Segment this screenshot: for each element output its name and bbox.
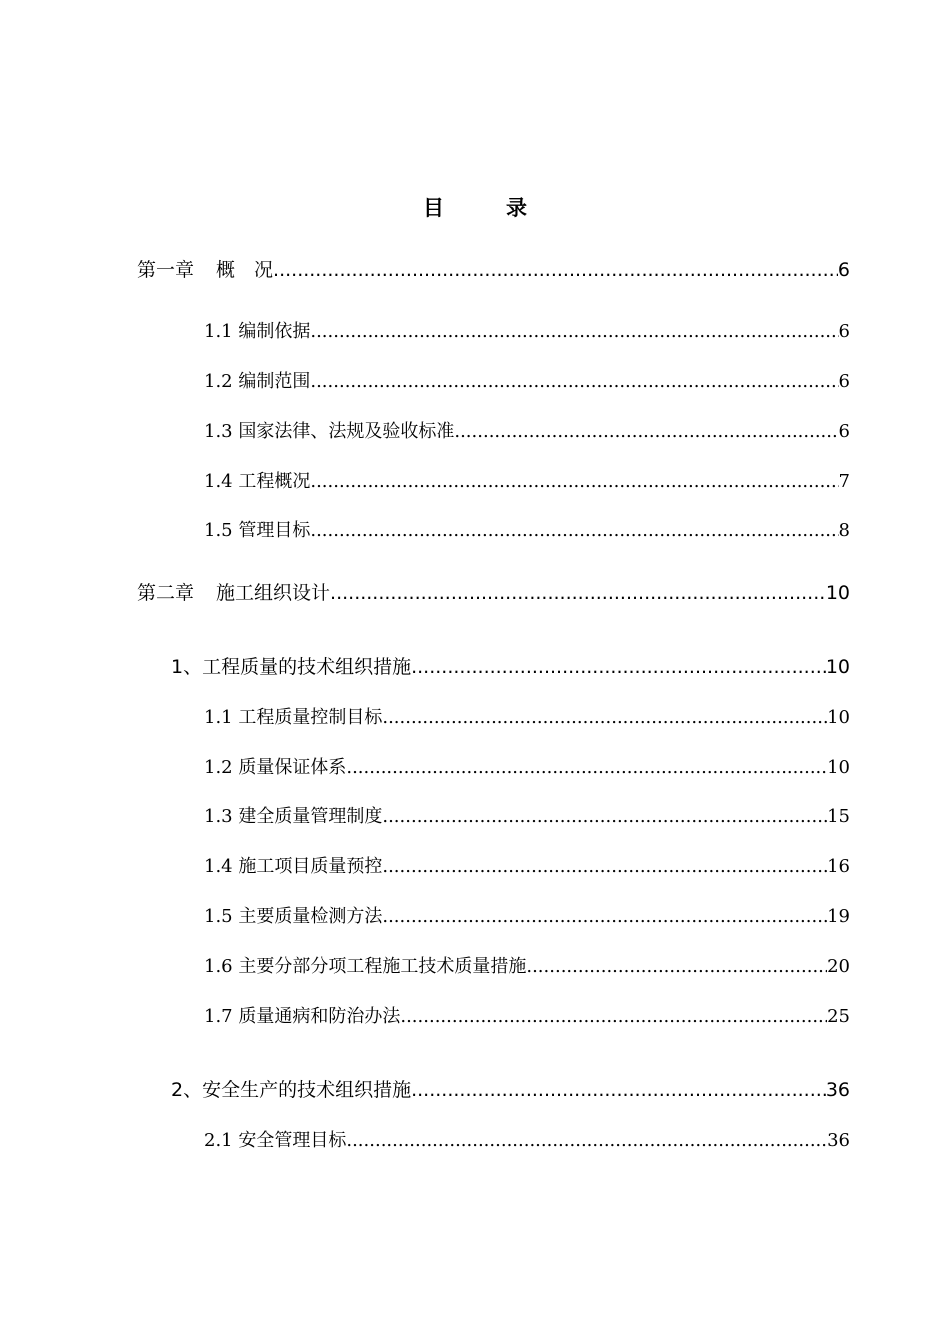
chapter-prefix: 第二章 [137, 582, 195, 604]
entry-title: 1.3 建全质量管理制度 [204, 806, 383, 827]
page-number: 19 [827, 906, 850, 927]
page-number: 10 [827, 757, 850, 778]
toc-entry-1-1[interactable] [204, 317, 850, 347]
toc-entry-chapter-1[interactable] [137, 255, 850, 285]
page-number: 36 [825, 1079, 850, 1101]
chapter-prefix: 第一章 [137, 259, 195, 281]
toc-entry-section-1[interactable] [171, 652, 850, 682]
page-number: 15 [827, 806, 850, 827]
page-number: 20 [827, 956, 850, 977]
entry-title: 2.1 安全管理目标 [204, 1130, 347, 1151]
dot-leader [454, 417, 838, 447]
page-number: 10 [827, 707, 850, 728]
toc-entry-section-2[interactable] [171, 1075, 850, 1105]
toc-entry-1-3[interactable] [204, 417, 850, 447]
toc-entry-s1-7[interactable] [204, 1002, 850, 1032]
toc-entry-chapter-2[interactable] [137, 578, 850, 608]
toc-entry-s1-2[interactable] [204, 753, 850, 783]
toc-entry-s1-1[interactable] [204, 703, 850, 733]
entry-title: 1.1 编制依据 [204, 321, 311, 342]
toc-entry-1-4[interactable] [204, 467, 850, 497]
toc-title [0, 193, 950, 223]
dot-leader [382, 852, 827, 882]
dot-leader [310, 516, 838, 546]
entry-title: 1.4 施工项目质量预控 [204, 856, 383, 877]
page-number: 6 [838, 321, 850, 342]
entry-title: 1.1 工程质量控制目标 [204, 707, 383, 728]
toc-entry-s2-1[interactable] [204, 1126, 850, 1156]
dot-leader [411, 652, 826, 682]
entry-title: 1.2 质量保证体系 [204, 757, 347, 778]
dot-leader [310, 367, 838, 397]
entry-title: 1.5 管理目标 [204, 520, 311, 541]
entry-title: 1.6 主要分部分项工程施工技术质量措施 [204, 956, 527, 977]
toc-entry-s1-4[interactable] [204, 852, 850, 882]
entry-title: 1.7 质量通病和防治办法 [204, 1006, 401, 1027]
page-number: 6 [837, 259, 850, 281]
toc-entry-1-5[interactable] [204, 516, 850, 546]
dot-leader [411, 1075, 826, 1105]
toc-title-char-2: 录 [506, 196, 527, 220]
page-number: 8 [838, 520, 850, 541]
dot-leader [526, 952, 827, 982]
dot-leader [273, 255, 838, 285]
entry-title: 1.5 主要质量检测方法 [204, 906, 383, 927]
dot-leader [346, 753, 827, 783]
dot-leader [346, 1126, 827, 1156]
toc-title-char-1: 目 [423, 196, 444, 220]
chapter-title: 概 况 [216, 259, 274, 281]
entry-title: 1.2 编制范围 [204, 371, 311, 392]
page-number: 6 [838, 421, 850, 442]
page-number: 16 [827, 856, 850, 877]
dot-leader [400, 1002, 827, 1032]
toc-entry-s1-6[interactable] [204, 952, 850, 982]
dot-leader [382, 703, 827, 733]
page-number: 7 [838, 471, 850, 492]
dot-leader [330, 578, 826, 608]
dot-leader [310, 467, 838, 497]
entry-title: 1、工程质量的技术组织措施 [171, 656, 412, 678]
entry-title: 1.4 工程概况 [204, 471, 311, 492]
page-number: 10 [825, 582, 850, 604]
dot-leader [382, 902, 827, 932]
page-number: 6 [838, 371, 850, 392]
entry-title: 1.3 国家法律、法规及验收标准 [204, 421, 455, 442]
dot-leader [382, 802, 827, 832]
toc-entry-1-2[interactable] [204, 367, 850, 397]
entry-title: 2、安全生产的技术组织措施 [171, 1079, 412, 1101]
page-number: 10 [825, 656, 850, 678]
page-number: 36 [827, 1130, 850, 1151]
page-number: 25 [827, 1006, 850, 1027]
toc-entry-s1-5[interactable] [204, 902, 850, 932]
chapter-title: 施工组织设计 [216, 582, 331, 604]
toc-entry-s1-3[interactable] [204, 802, 850, 832]
dot-leader [310, 317, 838, 347]
